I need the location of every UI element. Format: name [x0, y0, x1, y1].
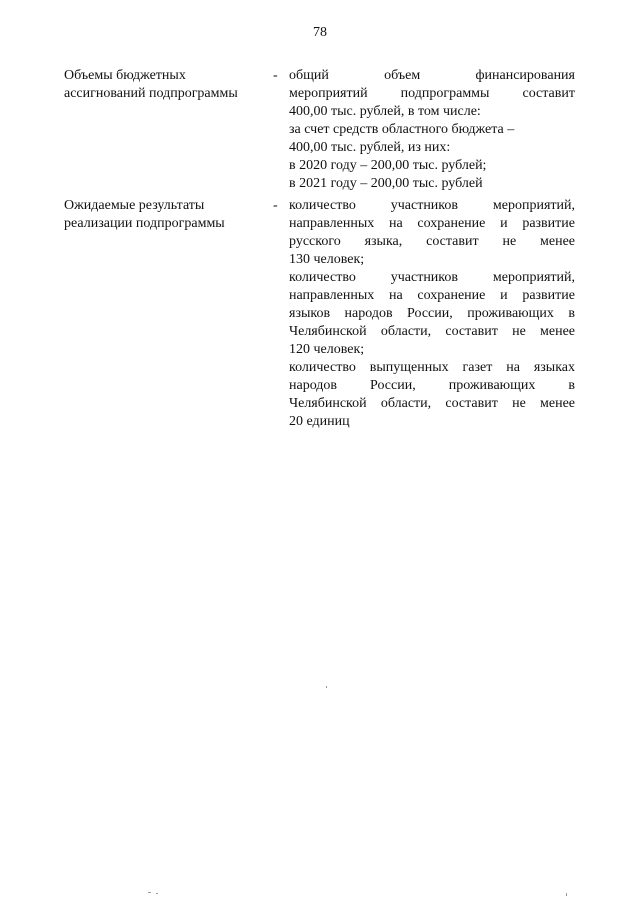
scan-speck [156, 893, 158, 894]
value-line: направленных на сохранение и развитие [289, 216, 575, 231]
value-line: народов России, проживающих в [289, 378, 575, 393]
value-line: Челябинской области, составит не менее [289, 396, 575, 411]
scan-speck [148, 892, 151, 893]
value-line: языков народов России, проживающих в [289, 306, 575, 321]
value-line: 20 единиц [289, 414, 350, 429]
value-line: 400,00 тыс. рублей, в том числе: [289, 104, 481, 119]
list-dash: - [273, 198, 278, 213]
scan-speck [326, 686, 327, 688]
label-line: ассигнований подпрограммы [64, 86, 238, 101]
page-number: 78 [313, 25, 327, 40]
value-line: 120 человек; [289, 342, 365, 357]
label-line: реализации подпрограммы [64, 216, 225, 231]
value-line: в 2021 году – 200,00 тыс. рублей [289, 176, 483, 191]
expected-results-value [289, 197, 575, 431]
list-dash: - [273, 68, 278, 83]
value-line: мероприятий подпрограммы составит [289, 86, 575, 101]
value-line: количество участников мероприятий, [289, 270, 575, 285]
budget-allocations-value [289, 67, 575, 193]
label-line: Ожидаемые результаты [64, 198, 205, 213]
label-line: Объемы бюджетных [64, 68, 186, 83]
value-line: за счет средств областного бюджета – [289, 122, 515, 137]
value-line: количество выпущенных газет на языках [289, 360, 575, 375]
budget-allocations-label [64, 67, 264, 103]
value-line: русского языка, составит не менее [289, 234, 575, 249]
value-line: направленных на сохранение и развитие [289, 288, 575, 303]
value-line: 130 человек; [289, 252, 365, 267]
value-line: 400,00 тыс. рублей, из них: [289, 140, 451, 155]
value-line: количество участников мероприятий, [289, 198, 575, 213]
value-line: в 2020 году – 200,00 тыс. рублей; [289, 158, 487, 173]
value-line: общий объем финансирования [289, 68, 575, 83]
value-line: Челябинской области, составит не менее [289, 324, 575, 339]
expected-results-label [64, 197, 264, 233]
scan-speck [566, 893, 567, 896]
